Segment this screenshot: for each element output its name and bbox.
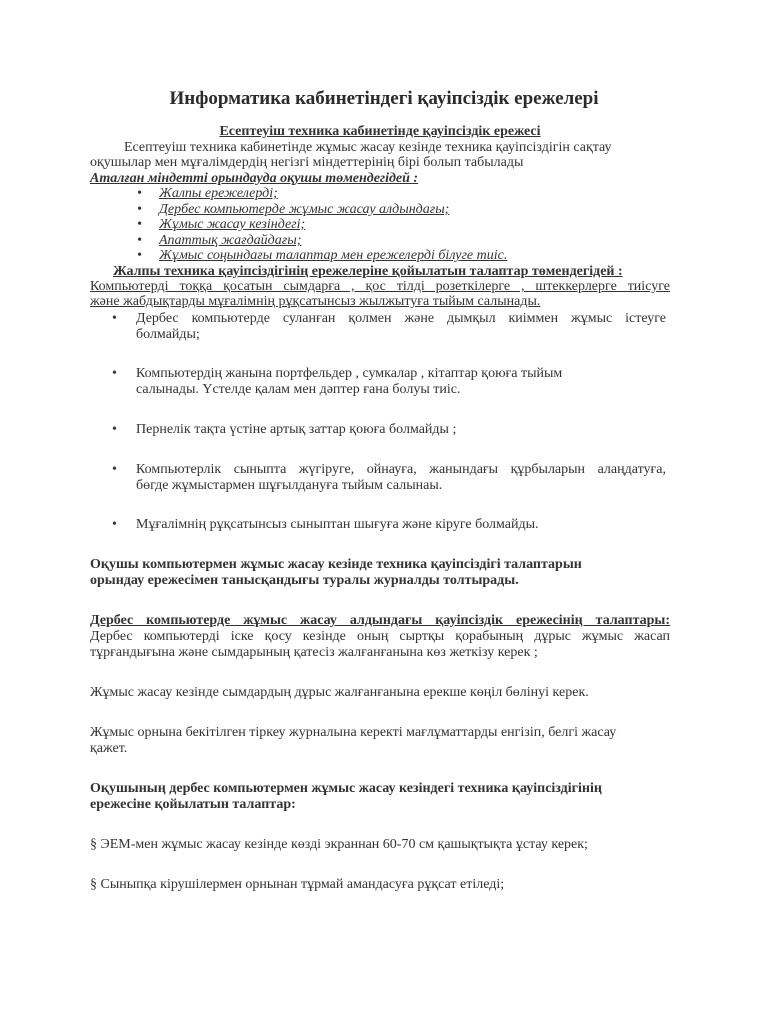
rule-line-1: Компьютердің жанына портфельдер , сумкалар , кітаптар қоюға тыйым <box>136 366 563 381</box>
rule-line-2: болмайды; <box>136 327 200 342</box>
bullet-icon: • <box>137 217 142 232</box>
cables-paragraph: Жұмыс жасау кезінде сымдардың дұрыс жалғанғанына ерекше көңіл бөлінуі керек. <box>90 685 589 700</box>
register-line-2: қажет. <box>90 741 128 756</box>
before-line-2: тұрғандығына және сымдарының қатесіз жалғанғанына көз жеткізу керек ; <box>90 645 538 660</box>
duty-item-text: Жалпы ережелерді; <box>159 186 278 201</box>
before-heading: Дербес компьютерде жұмыс жасау алдындағы қауіпсіздік ережесінің талаптары: <box>90 613 670 628</box>
duty-heading: Аталған міндетті орындауда оқушы төмендегідей : <box>90 171 419 186</box>
rule-line-2: бөгде жұмыстармен шұғылдануға тыйым салынаы. <box>136 478 443 493</box>
bullet-icon: • <box>112 366 117 381</box>
bullet-icon: • <box>112 311 117 326</box>
bullet-icon: • <box>112 517 117 532</box>
before-line-1: Дербес компьютерді іске қосу кезінде оның сыртқы қорабының дұрыс жұмыс жасап <box>90 629 670 644</box>
duty-item-text: Жұмыс соңындағы талаптар мен ережелерді білуге тиіс. <box>159 248 508 263</box>
general-heading: Жалпы техника қауіпсіздігінің ережелеріне қойылатын талаптар төмендегідей : <box>113 264 623 279</box>
during-heading-line-2: ережесіне қойылатын талаптар: <box>90 797 296 812</box>
bullet-icon: • <box>137 248 142 263</box>
rule-line-1: Дербес компьютерде суланған қолмен және дымқыл киіммен жұмыс істеуге <box>136 311 666 326</box>
bullet-icon: • <box>112 422 117 437</box>
section-item: § Сыныпқа кірушілермен орнынан тұрмай амандасуға рұқсат етіледі; <box>90 877 505 892</box>
intro-line-2: оқушылар мен мұғалімдердің негізгі міндеттерінің бірі болып табылады <box>90 155 524 170</box>
intro-line-1: Есептеуіш техника кабинетінде жұмыс жасау кезінде техника қауіпсіздігін сақтау <box>124 140 612 155</box>
rule-line-2: салынады. Үстелде қалам мен дәптер ғана болуы тиіс. <box>136 382 461 397</box>
document-title: Информатика кабинетіндегі қауіпсіздік ережелері <box>169 88 599 109</box>
register-line-1: Жұмыс орнына бекітілген тіркеу журналына керекті мағлұматтарды енгізіп, белгі жасау <box>90 725 617 740</box>
duty-item-text: Апаттық жағдайдағы; <box>159 233 302 248</box>
bullet-icon: • <box>112 462 117 477</box>
duty-item-text: Жұмыс жасау кезіндегі; <box>159 217 306 232</box>
general-line-2: және жабдықтарды мұғалімнің рұқсатынсыз жылжытуға тыйым салынады. <box>90 294 541 309</box>
section-item: § ЭЕМ-мен жұмыс жасау кезінде көзді экраннан 60-70 см қашықтықта ұстау керек; <box>90 837 588 852</box>
bullet-icon: • <box>137 202 142 217</box>
rule-line-1: Мұғалімнің рұқсатынсыз сыныптан шығуға және кіруге болмайды. <box>136 517 539 532</box>
rule-line-1: Компьютерлік сыныпта жүгіруге, ойнауға, жанындағы құрбыларын алаңдатуға, <box>136 462 666 477</box>
section-subtitle: Есептеуіш техника кабинетінде қауіпсіздік ережесі <box>219 124 541 139</box>
general-line-1: Компьютерді тоққа қосатын сымдарға , қос тілді розеткілерге , штеккерлерге тиісуге <box>90 279 670 294</box>
duty-item-text: Дербес компьютерде жұмыс жасау алдындағы; <box>159 202 450 217</box>
journal-line-1: Оқушы компьютермен жұмыс жасау кезінде техника қауіпсіздігі талаптарын <box>90 557 582 572</box>
bullet-icon: • <box>137 233 142 248</box>
rule-line-1: Пернелік тақта үстіне артық заттар қоюға болмайды ; <box>136 422 457 437</box>
bullet-icon: • <box>137 186 142 201</box>
during-heading-line-1: Оқушының дербес компьютермен жұмыс жасау кезіндегі техника қауіпсіздігінің <box>90 781 602 796</box>
journal-line-2: орындау ережесімен танысқандығы туралы журналды толтырады. <box>90 573 519 588</box>
